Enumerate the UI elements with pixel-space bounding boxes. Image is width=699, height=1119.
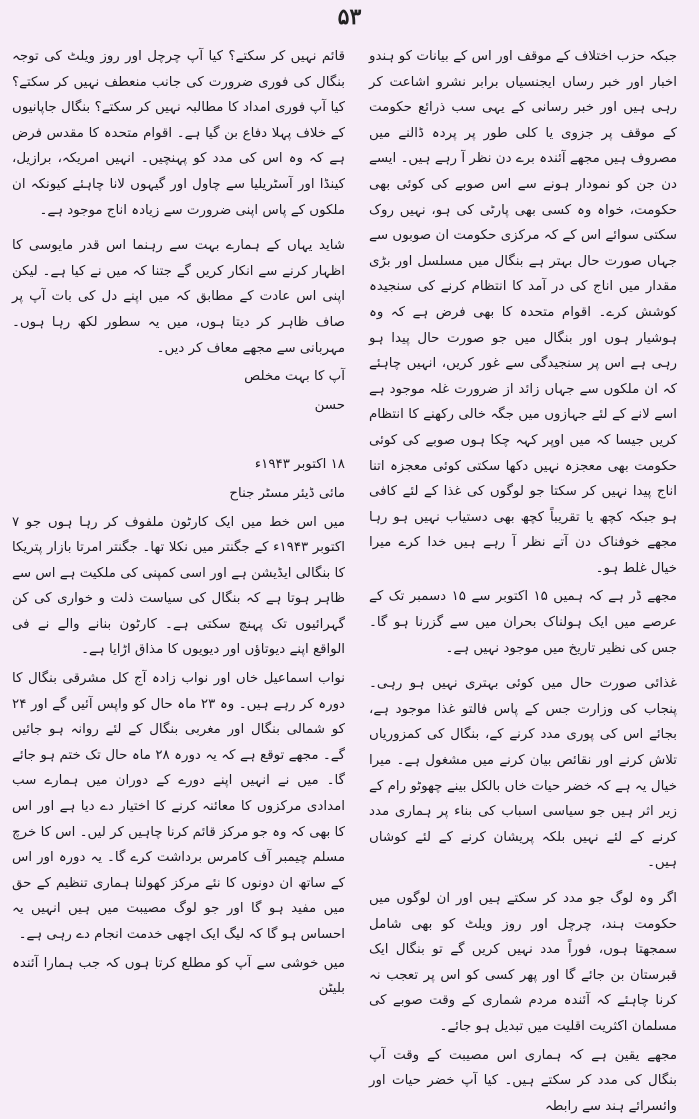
letter-paragraph-2: نواب اسماعیل خاں اور نواب زادہ آج کل مشرقی بنگال کا دورہ کر رہے ہیں۔ وہ ۲۳ ماہ حال کو واپس آئیں گے اور ۲۴ کو شمالی بنگال اور مغربی بنگال کے لئے روانہ ہو جائیں گے۔ مجھے توقع ہے کہ یہ دورہ ۲۸ ماہ حال تک ختم ہو جائے گا۔ میں نے انہیں اپنے دورے کے دوران میں ہمارے سب امدادی مرکزوں کا معائنہ کرنے کا اختیار دے دیا ہے اور اس کا بھی کہ وہ جو مرکز قائم کرنا چاہیں کر لیں۔ اس کا خرچ مسلم چیمبر آف کامرس برداشت کرے گا۔ یہ دورہ اور اس کے ساتھ ان دونوں کا نئے مرکز کھولنا ہماری تنظیم کے حق میں مفید ہو گا اور جو لوگ مصیبت میں ہیں انہیں یہ احساس ہو گا کہ لیگ ایک اچھی خدمت انجام دے رہی ہے۔ — [12, 671, 346, 942]
right-paragraph-1: جبکہ حزب اختلاف کے موقف اور اس کے بیانات کو ہندو اخبار اور خبر رساں ایجنسیاں برابر نشرو اشاعت کر رہی ہیں اور خبر رسانی کے یہی سب ذرائع حکومت کے موقف پر جزوی یا کلی طور پر پردہ ڈالنے میں مصروف ہیں مجھے آئندہ برے دن نظر آ رہے ہیں۔ ایسے دن جن کو نمودار ہونے سے اس صوبے کی کوئی بھی حکومت، خواہ وہ کسی بھی پارٹی کی ہو، نہیں روک سکتی سوائے اس کے کہ مرکزی حکومت ان صوبوں سے جہاں صورت حال بہتر ہے بنگال میں مسلسل اور بڑی مقدار میں اناج کی در آمد کا انتظام کرنے کی سنجیدہ کوشش کرے۔ اقوام متحدہ کا بھی فرض ہے کہ وہ ہوشیار ہوں اور بنگال میں جو صورت حال پیدا ہو رہی ہے اس پر سنجیدگی سے غور کریں، انہیں چاہئے کہ ان ملکوں سے جہاں زائد از ضرورت غلہ موجود ہے اسے لانے کے لئے جہازوں میں جگہ خالی رکھنے کا انتظام کریں جیسا کہ میں اوپر کہہ چکا ہوں صوبے کی کوئی حکومت بھی معجزہ نہیں دکھا سکتی کوئی معجزہ اتنا اناج پیدا نہیں کر سکتا جو لوگوں کی غذا کے لئے کافی ہو جبکہ کچھ یا تقریباً کچھ بھی دستیاب نہیں ہو رہا مجھے خوفناک دن آتے نظر آ رہے ہیں خدا کرے میرا خیال غلط ہو۔ — [369, 49, 677, 576]
left-paragraph-opening: قائم نہیں کر سکتے؟ کیا آپ چرچل اور روز ویلٹ کی توجہ بنگال کی فوری ضرورت کی جانب منعطف نہیں کر سکتے؟ کیا آپ فوری امداد کا مطالبہ نہیں کر سکتے؟ بنگال جاپانیوں کے خلاف پہلا دفاع بن گیا ہے۔ اقوام متحدہ کا مقدس فرض ہے کہ وہ اس کی مدد کو پہنچیں۔ انہیں امریکہ، برازیل، کینڈا اور آسٹریلیا سے چاول اور گیہوں لانا چاہئے کیونکہ ان ملکوں کے پاس اپنی ضرورت سے زیادہ اناج موجود ہے۔ — [12, 49, 345, 218]
left-paragraph-second: شاید یہاں کے ہمارے بہت سے رہنما اس قدر مایوسی کا اظہار کرنے سے انکار کریں گے جتنا کہ میں نے کیا ہے۔ لیکن اپنی اس عادت کے مطابق کہ میں اپنے دل کی بات آپ پر صاف ظاہر کر دیتا ہوں، میں یہ سطور لکھ رہا ہوں۔ مہربانی سے مجھے معاف کر دیں۔ — [12, 238, 345, 356]
letter-salutation: مائی ڈیئر مسٹر جناح — [229, 485, 345, 501]
right-paragraph-5: مجھے یقین ہے کہ ہماری اس مصیبت کے وقت آپ بنگال کی مدد کر سکتے ہیں۔ کیا آپ خضر حیات اور وائسرائے ہند سے رابطہ — [369, 1047, 677, 1114]
right-column — [369, 44, 677, 1114]
letter-date: ۱۸ اکتوبر ۱۹۴۳ء — [254, 457, 345, 473]
right-paragraph-4: اگر وہ لوگ جو مدد کر سکتے ہیں اور ان لوگوں میں حکومت ہند، چرچل اور روز ویلٹ کو بھی شامل سمجھتا ہوں، فوراً مدد نہیں کریں گے تو بنگال ایک قبرستان بن جائے گا اور پھر کسی کو اس پر تعجب نہ کرنا چاہئے کہ آئندہ مردم شماری کے وقت صوبے کی مسلمان اکثریت اقلیت میں تبدیل ہو جائے۔ — [369, 891, 677, 1034]
right-paragraph-2: مجھے ڈر ہے کہ ہمیں ۱۵ اکتوبر سے ۱۵ دسمبر تک کے عرصے میں ایک ہولناک بحران میں سے گزرنا ہو گا۔ جس کی نظیر تاریخ میں موجود نہیں ہے۔ — [369, 589, 677, 656]
letter-paragraph-1: میں اس خط میں ایک کارٹون ملفوف کر رہا ہوں جو ۷ اکتوبر ۱۹۴۳ء کے جگنتر میں نکلا تھا۔ جگنتر امرتا بازار پتریکا کا بنگالی ایڈیشن ہے اور اسی کمپنی کی ملکیت ہے اس سے ظاہر ہوتا ہے کہ بنگال کی سیاست ذلت و خواری کی کن گہرائیوں تک پہنچ سکتی ہے۔ کارٹون بنانے والے نے فی الواقع اپنے دیوتاؤں اور دیویوں کا مذاق اڑایا ہے۔ — [12, 514, 345, 658]
letter-signature: حسن — [314, 397, 345, 413]
page-number: ۵۳ — [337, 4, 362, 30]
letter-closing: آپ کا بہت مخلص — [244, 369, 345, 385]
left-column — [12, 44, 345, 1068]
right-paragraph-3: غذائی صورت حال میں کوئی بہتری نہیں ہو رہی۔ پنجاب کی وزارت جس کے پاس فالتو غذا موجود ہے، بجائے اس کی پوری مدد کرنے کے، بنگال کی کمزوریاں تلاش کرنے اور نقائص بیان کرنے میں مشغول ہے۔ میرا خیال یہ ہے کہ خضر حیات خاں بالکل بینے چھوٹو رام کے زیر اثر ہیں جو سیاسی اسباب کی بناء پر ہماری مدد کرنے کے لئے نہیں بلکہ پریشان کرنے کے لئے کوشاں ہیں۔ — [369, 676, 677, 871]
letter-paragraph-3: میں خوشی سے آپ کو مطلع کرتا ہوں کہ جب ہمارا آئندہ بلیٹن — [12, 955, 345, 997]
